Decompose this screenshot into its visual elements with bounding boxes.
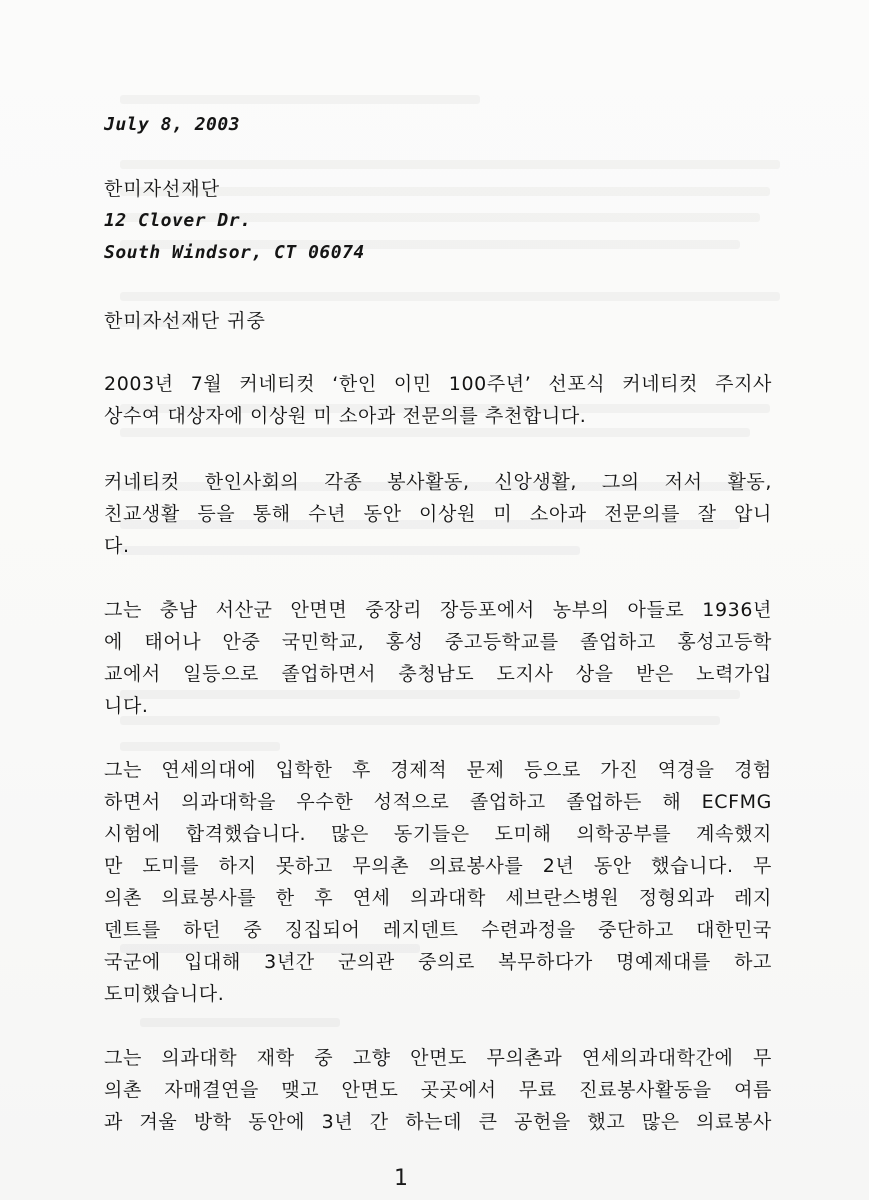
bleed-through-mark xyxy=(120,160,780,169)
paragraph-line: 하면서 의과대학을 우수한 성적으로 졸업하고 졸업하든 해 ECFMG xyxy=(104,791,772,813)
salutation: 한미자선재단 귀중 xyxy=(104,310,266,332)
paragraph-line: 친교생활 등을 통해 수년 동안 이상원 미 소아과 전문의를 잘 압니 xyxy=(104,503,772,525)
paragraph-volunteer-service xyxy=(104,1042,772,1138)
paragraph-acquaintance xyxy=(104,466,772,562)
paragraph-line: 다. xyxy=(104,535,130,557)
bleed-through-mark xyxy=(120,742,280,751)
paragraph-line: 에 태어나 안중 국민학교, 홍성 중고등학교를 졸업하고 홍성고등학 xyxy=(104,631,772,653)
paragraph-line: 만 도미를 하지 못하고 무의촌 의료봉사를 2년 동안 했습니다. 무 xyxy=(104,855,772,877)
paragraph-line: 도미했습니다. xyxy=(104,983,225,1005)
paragraph-early-life xyxy=(104,594,772,722)
paragraph-line: 니다. xyxy=(104,695,149,717)
paragraph-line: 그는 충남 서산군 안면면 중장리 장등포에서 농부의 아들로 1936년 xyxy=(104,599,772,621)
paragraph-line: 교에서 일등으로 졸업하면서 충청남도 도지사 상을 받은 노력가입 xyxy=(104,663,772,685)
paragraph-line: 의촌 자매결연을 맺고 안면도 곳곳에서 무료 진료봉사활동을 여름 xyxy=(104,1079,772,1101)
recipient-city: South Windsor, CT 06074 xyxy=(104,242,365,263)
letter-date: July 8, 2003 xyxy=(104,114,241,135)
page-number: 1 xyxy=(394,1166,408,1191)
paragraph-line: 커네티컷 한인사회의 각종 봉사활동, 신앙생활, 그의 저서 활동, xyxy=(104,471,772,493)
bleed-through-mark xyxy=(120,292,780,301)
recipient-street: 12 Clover Dr. xyxy=(104,210,252,231)
paragraph-line: 시험에 합격했습니다. 많은 동기들은 도미해 의학공부를 계속했지 xyxy=(104,823,772,845)
recipient-name: 한미자선재단 xyxy=(104,178,221,200)
paragraph-medical-career xyxy=(104,754,772,1010)
paragraph-line: 2003년 7월 커네티컷 ‘한인 이민 100주년’ 선포식 커네티컷 주지사 xyxy=(104,373,772,395)
paragraph-line: 그는 의과대학 재학 중 고향 안면도 무의촌과 연세의과대학간에 무 xyxy=(104,1047,772,1069)
paragraph-line: 국군에 입대해 3년간 군의관 중의로 복무하다가 명예제대를 하고 xyxy=(104,951,772,973)
paragraph-line: 의촌 의료봉사를 한 후 연세 의과대학 세브란스병원 정형외과 레지 xyxy=(104,887,772,909)
paragraph-nomination xyxy=(104,368,772,432)
paragraph-line: 상수여 대상자에 이상원 미 소아과 전문의를 추천합니다. xyxy=(104,405,587,427)
paragraph-line: 그는 연세의대에 입학한 후 경제적 문제 등으로 가진 역경을 경험 xyxy=(104,759,772,781)
paragraph-line: 과 겨울 방학 동안에 3년 간 하는데 큰 공헌을 했고 많은 의료봉사 xyxy=(104,1111,772,1133)
paragraph-line: 덴트를 하던 중 징집되어 레지덴트 수련과정을 중단하고 대한민국 xyxy=(104,919,772,941)
bleed-through-mark xyxy=(140,1018,340,1027)
bleed-through-mark xyxy=(120,95,480,104)
